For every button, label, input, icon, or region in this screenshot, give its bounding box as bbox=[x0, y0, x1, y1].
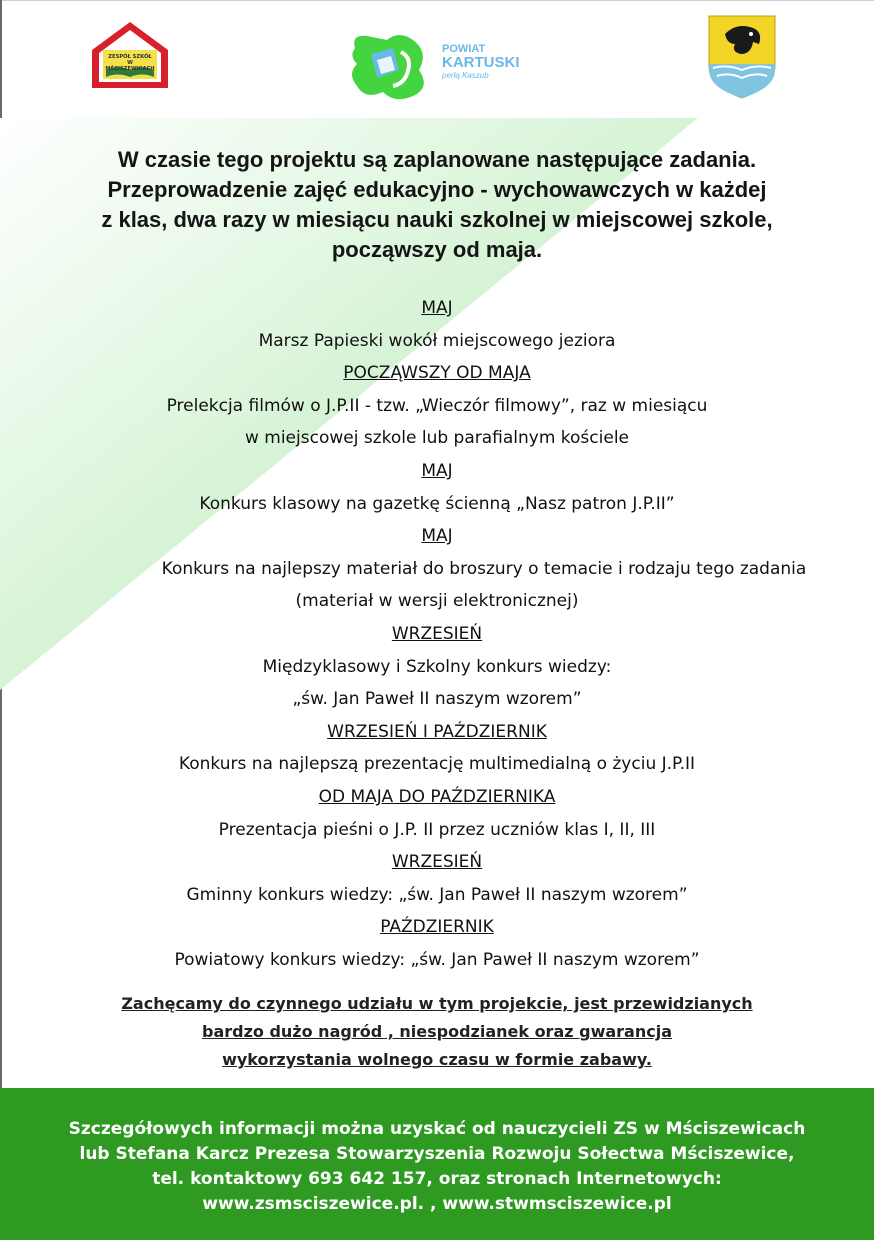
school-logo-line-1: ZESPÓŁ SZKÓŁ bbox=[108, 54, 152, 60]
schedule-heading: PAŹDZIERNIK bbox=[380, 917, 494, 938]
intro-line: Przeprowadzenie zajęć edukacyjno - wychowawczych w każdej bbox=[107, 177, 767, 202]
powiat-logo-line-2: KARTUSKI bbox=[442, 54, 520, 71]
footer-line: lub Stefana Karcz Prezesa Stowarzyszenia Rozwoju Sołectwa Mściszewice, bbox=[79, 1144, 795, 1164]
powiat-logo-line-3: perłą Kaszub bbox=[442, 71, 489, 80]
encouragement-line: bardzo dużo nagród , niespodzianek oraz gwarancja bbox=[201, 1022, 672, 1041]
powiat-kartuski-logo bbox=[347, 30, 537, 102]
school-logo-line-2: W bbox=[127, 60, 133, 66]
encouragement-line: wykorzystania wolnego czasu w formie zabawy. bbox=[222, 1050, 652, 1069]
schedule-item: Gminny konkurs wiedzy: „św. Jan Paweł II naszym wzorem” bbox=[186, 884, 688, 905]
schedule-item: Międzyklasowy i Szkolny konkurs wiedzy: bbox=[262, 656, 612, 677]
encouragement-line: Zachęcamy do czynnego udziału w tym projekcie, jest przewidzianych bbox=[121, 994, 753, 1013]
schedule-item: „św. Jan Paweł II naszym wzorem” bbox=[292, 689, 582, 710]
intro-line: z klas, dwa razy w miesiącu nauki szkolnej w miejscowej szkole, bbox=[101, 207, 773, 232]
powiat-logo-line-1: POWIAT bbox=[442, 43, 486, 55]
footer-contact-info bbox=[0, 1117, 874, 1217]
schedule-item: Prezentacja pieśni o J.P. II przez uczniów klas I, II, III bbox=[218, 819, 656, 840]
schedule-heading: MAJ bbox=[421, 298, 453, 318]
schedule-item: (materiał w wersji elektronicznej) bbox=[295, 591, 579, 612]
encouragement-text bbox=[60, 990, 814, 1074]
schedule-item: Konkurs klasowy na gazetkę ścienną „Nasz patron J.P.II” bbox=[199, 493, 675, 514]
footer-line: tel. kontaktowy 693 642 157, oraz stronach Internetowych: bbox=[152, 1169, 722, 1189]
schedule-item: Konkurs na najlepszy materiał do broszury o temacie i rodzaju tego zadania bbox=[161, 558, 807, 579]
schedule-item: w miejscowej szkole lub parafialnym kościele bbox=[244, 428, 630, 449]
schedule-heading: POCZĄWSZY OD MAJA bbox=[343, 363, 531, 384]
schedule-item: Powiatowy konkurs wiedzy: „św. Jan Paweł II naszym wzorem” bbox=[174, 949, 700, 970]
footer-line: www.zsmsciszewice.pl. , www.stwmsciszewice.pl bbox=[202, 1194, 672, 1214]
schedule-item: Marsz Papieski wokół miejscowego jeziora bbox=[258, 330, 616, 351]
intro-paragraph bbox=[40, 145, 834, 265]
schedule-heading: MAJ bbox=[421, 526, 453, 547]
school-logo bbox=[90, 20, 170, 90]
intro-line: począwszy od maja. bbox=[331, 237, 543, 262]
schedule-heading: WRZESIEŃ bbox=[391, 623, 483, 644]
schedule-list bbox=[0, 292, 874, 976]
schedule-item: Konkurs na najlepszą prezentację multimedialną o życiu J.P.II bbox=[178, 754, 696, 775]
schedule-heading: OD MAJA DO PAŹDZIERNIKA bbox=[318, 786, 556, 807]
coat-of-arms-crest bbox=[707, 14, 777, 99]
schedule-heading: WRZESIEŃ bbox=[391, 852, 483, 873]
schedule-heading: MAJ bbox=[421, 460, 453, 481]
schedule-item: Prelekcja filmów o J.P.II - tzw. „Wieczór filmowy”, raz w miesiącu bbox=[166, 395, 708, 416]
school-logo-line-3: MŚCISZEWICACH bbox=[105, 66, 155, 72]
intro-line: W czasie tego projektu są zaplanowane następujące zadania. bbox=[117, 147, 757, 172]
footer-line: Szczegółowych informacji można uzyskać od nauczycieli ZS w Mściszewicach bbox=[68, 1119, 806, 1139]
schedule-heading: WRZESIEŃ I PAŹDZIERNIK bbox=[327, 721, 547, 742]
